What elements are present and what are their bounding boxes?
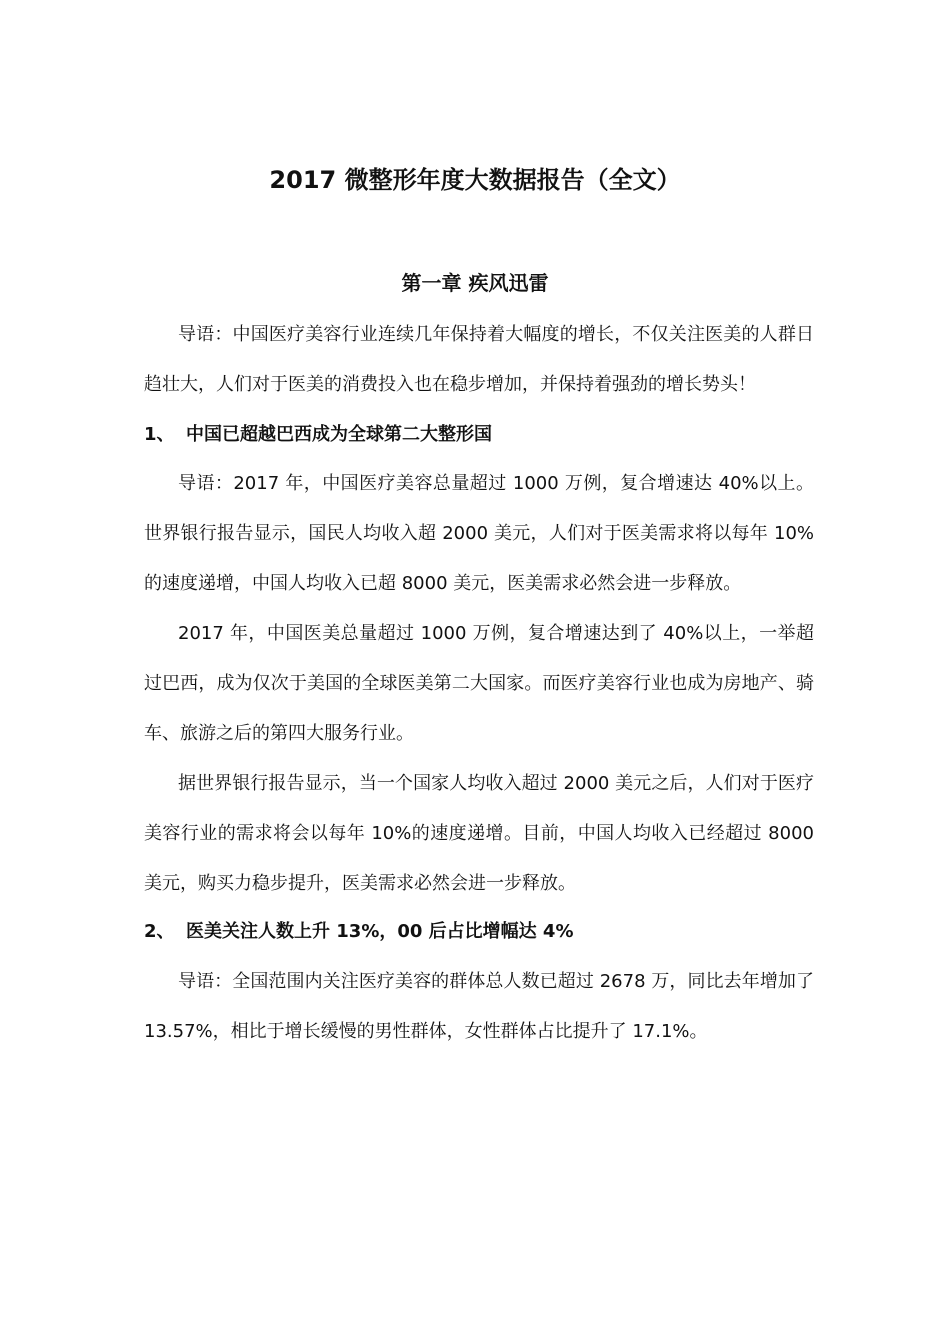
section-1-paragraph-1: 导语：2017 年，中国医疗美容总量超过 1000 万例，复合增速达 40%以上。世界银行报告显示，国民人均收入超 2000 美元，人们对于医美需求将以每年 10%的速度递增，中国人均收入已超 8000 美元，医美需求必然会进一步释放。	[144, 473, 814, 594]
section-heading-text: 医美关注人数上升 13%，00 后占比增幅达 4%	[186, 921, 574, 942]
section-1-paragraph-2: 2017 年，中国医美总量超过 1000 万例，复合增速达到了 40%以上，一举超过巴西，成为仅次于美国的全球医美第二大国家。而医疗美容行业也成为房地产、骑车、旅游之后的第四大服务行业。	[144, 623, 814, 744]
chapter-title: 第一章 疾风迅雷	[401, 271, 549, 295]
section-number: 1、	[144, 424, 175, 445]
section-2-paragraph-1: 导语：全国范围内关注医疗美容的群体总人数已超过 2678 万，同比去年增加了 13.57%，相比于增长缓慢的男性群体，女性群体占比提升了 17.1%。	[144, 971, 814, 1042]
section-1-paragraph-3: 据世界银行报告显示，当一个国家人均收入超过 2000 美元之后，人们对于医疗美容行业的需求将会以每年 10%的速度递增。目前，中国人均收入已经超过 8000 美元，购买力稳步提升，医美需求必然会进一步释放。	[144, 773, 814, 894]
section-heading-1	[144, 420, 814, 450]
section-number: 2、	[144, 921, 175, 942]
section-heading-text: 中国已超越巴西成为全球第二大整形国	[186, 424, 492, 445]
intro-paragraph: 导语：中国医疗美容行业连续几年保持着大幅度的增长，不仅关注医美的人群日趋壮大，人们对于医美的消费投入也在稳步增加，并保持着强劲的增长势头！	[144, 324, 814, 395]
section-heading-2	[144, 917, 814, 947]
document-title: 2017 微整形年度大数据报告（全文）	[269, 166, 681, 194]
